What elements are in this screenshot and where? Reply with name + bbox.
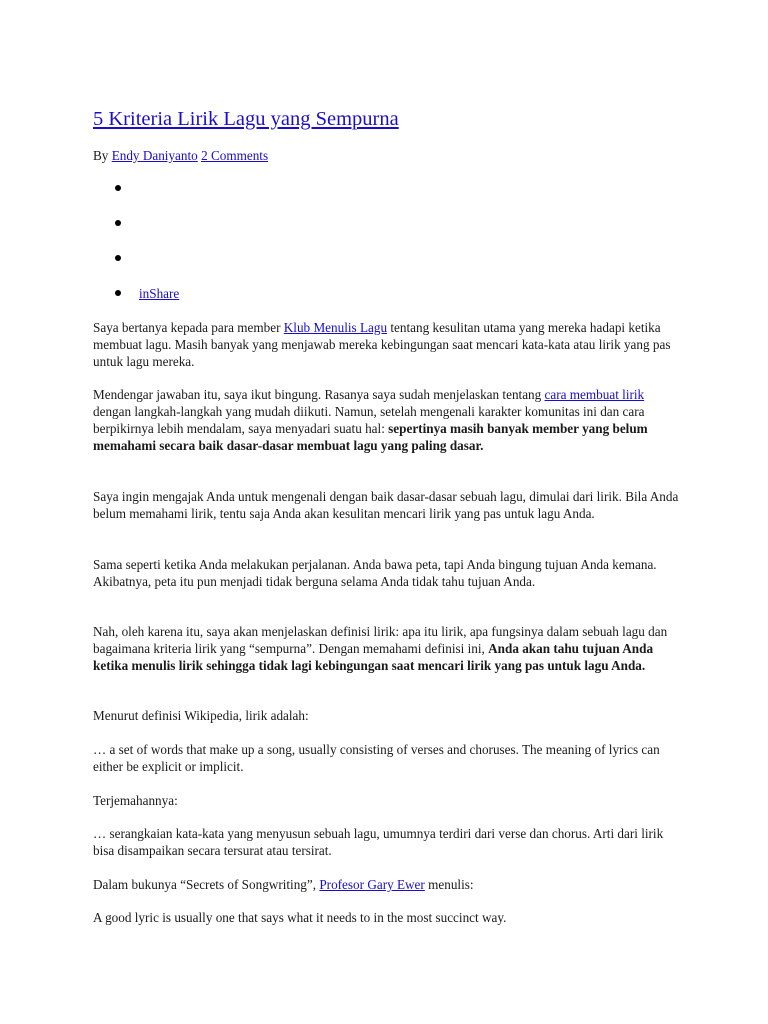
paragraph-text: tentang kesulitan utama yang mereka hadapi ketika membuat lagu. Masih banyak yang menjawab mereka kebingungan saat mencari kata-kata atau lirik yang pas untuk lagu mereka. xyxy=(93,320,671,369)
quote-indonesian: … serangkaian kata-kata yang menyusun sebuah lagu, umumnya terdiri dari verse dan chorus. Arti dari lirik bisa disampaikan secara tersurat atau tersirat. xyxy=(93,826,664,858)
paragraph-6: Menurut definisi Wikipedia, lirik adalah: xyxy=(93,708,309,723)
paragraph-text: menulis: xyxy=(424,877,474,892)
paragraph-1 xyxy=(93,319,683,370)
paragraph-text: Nah, oleh karena itu, saya akan menjelaskan definisi lirik: apa itu lirik, apa fungsinya dalam sebuah lagu dan bagaimana kriteria lirik yang “sempurna”. Dengan memahami definisi ini, xyxy=(93,624,668,656)
paragraph-terjemahan: Terjemahannya: xyxy=(93,793,178,808)
paragraph-bold-text: sepertinya masih banyak member yang belum memahami secara baik dasar-dasar membuat lagu yang paling dasar. xyxy=(93,421,648,453)
cara-membuat-lirik-link[interactable]: cara membuat lirik xyxy=(544,387,645,402)
inshare-link[interactable]: inShare xyxy=(139,286,180,301)
bullet-icon xyxy=(115,220,121,226)
share-item[interactable] xyxy=(93,250,179,285)
author-link[interactable]: Endy Daniyanto xyxy=(111,148,198,163)
comments-link[interactable]: 2 Comments xyxy=(201,148,269,163)
share-list xyxy=(93,180,179,320)
article-title xyxy=(93,106,399,132)
bullet-icon xyxy=(115,290,121,296)
paragraph-text: Mendengar jawaban itu, saya ikut bingung. Rasanya saya sudah menjelaskan tentang xyxy=(93,387,545,402)
share-item[interactable] xyxy=(93,215,179,250)
paragraph-11: A good lyric is usually one that says what it needs to in the most succinct way. xyxy=(93,910,507,925)
share-item-inshare[interactable] xyxy=(93,285,179,320)
byline-prefix: By xyxy=(93,148,109,163)
paragraph-text: Dalam bukunya “Secrets of Songwriting”, xyxy=(93,877,320,892)
bullet-icon xyxy=(115,185,121,191)
paragraph-10 xyxy=(93,876,683,893)
paragraph-5 xyxy=(93,623,683,674)
paragraph-bold-text: Anda akan tahu tujuan Anda ketika menulis lirik sehingga tidak lagi kebingungan saat mencari lirik yang pas untuk lagu Anda. xyxy=(93,641,654,673)
article-title-link[interactable]: 5 Kriteria Lirik Lagu yang Sempurna xyxy=(93,108,399,130)
share-item[interactable] xyxy=(93,180,179,215)
paragraph-text: Saya bertanya kepada para member xyxy=(93,320,284,335)
paragraph-3: Saya ingin mengajak Anda untuk mengenali dengan baik dasar-dasar sebuah lagu, dimulai dari lirik. Bila Anda belum memahami lirik, tentu saja Anda akan kesulitan mencari lirik yang pas untuk lagu Anda. xyxy=(93,489,679,521)
byline xyxy=(93,147,268,164)
bullet-icon xyxy=(115,255,121,261)
klub-menulis-lagu-link[interactable]: Klub Menulis Lagu xyxy=(283,320,388,335)
paragraph-4: Sama seperti ketika Anda melakukan perjalanan. Anda bawa peta, tapi Anda bingung tujuan Anda kemana. Akibatnya, peta itu pun menjadi tidak berguna selama Anda tidak tahu tujuan Anda. xyxy=(93,557,657,589)
quote-english: … a set of words that make up a song, usually consisting of verses and choruses. The meaning of lyrics can either be explicit or implicit. xyxy=(93,742,660,774)
paragraph-text: dengan langkah-langkah yang mudah diikuti. Namun, setelah mengenali karakter komunitas ini dan cara berpikirnya lebih mendalam, saya menyadari suatu hal: xyxy=(93,404,645,436)
paragraph-2 xyxy=(93,386,683,454)
gary-ewer-link[interactable]: Profesor Gary Ewer xyxy=(319,877,425,892)
